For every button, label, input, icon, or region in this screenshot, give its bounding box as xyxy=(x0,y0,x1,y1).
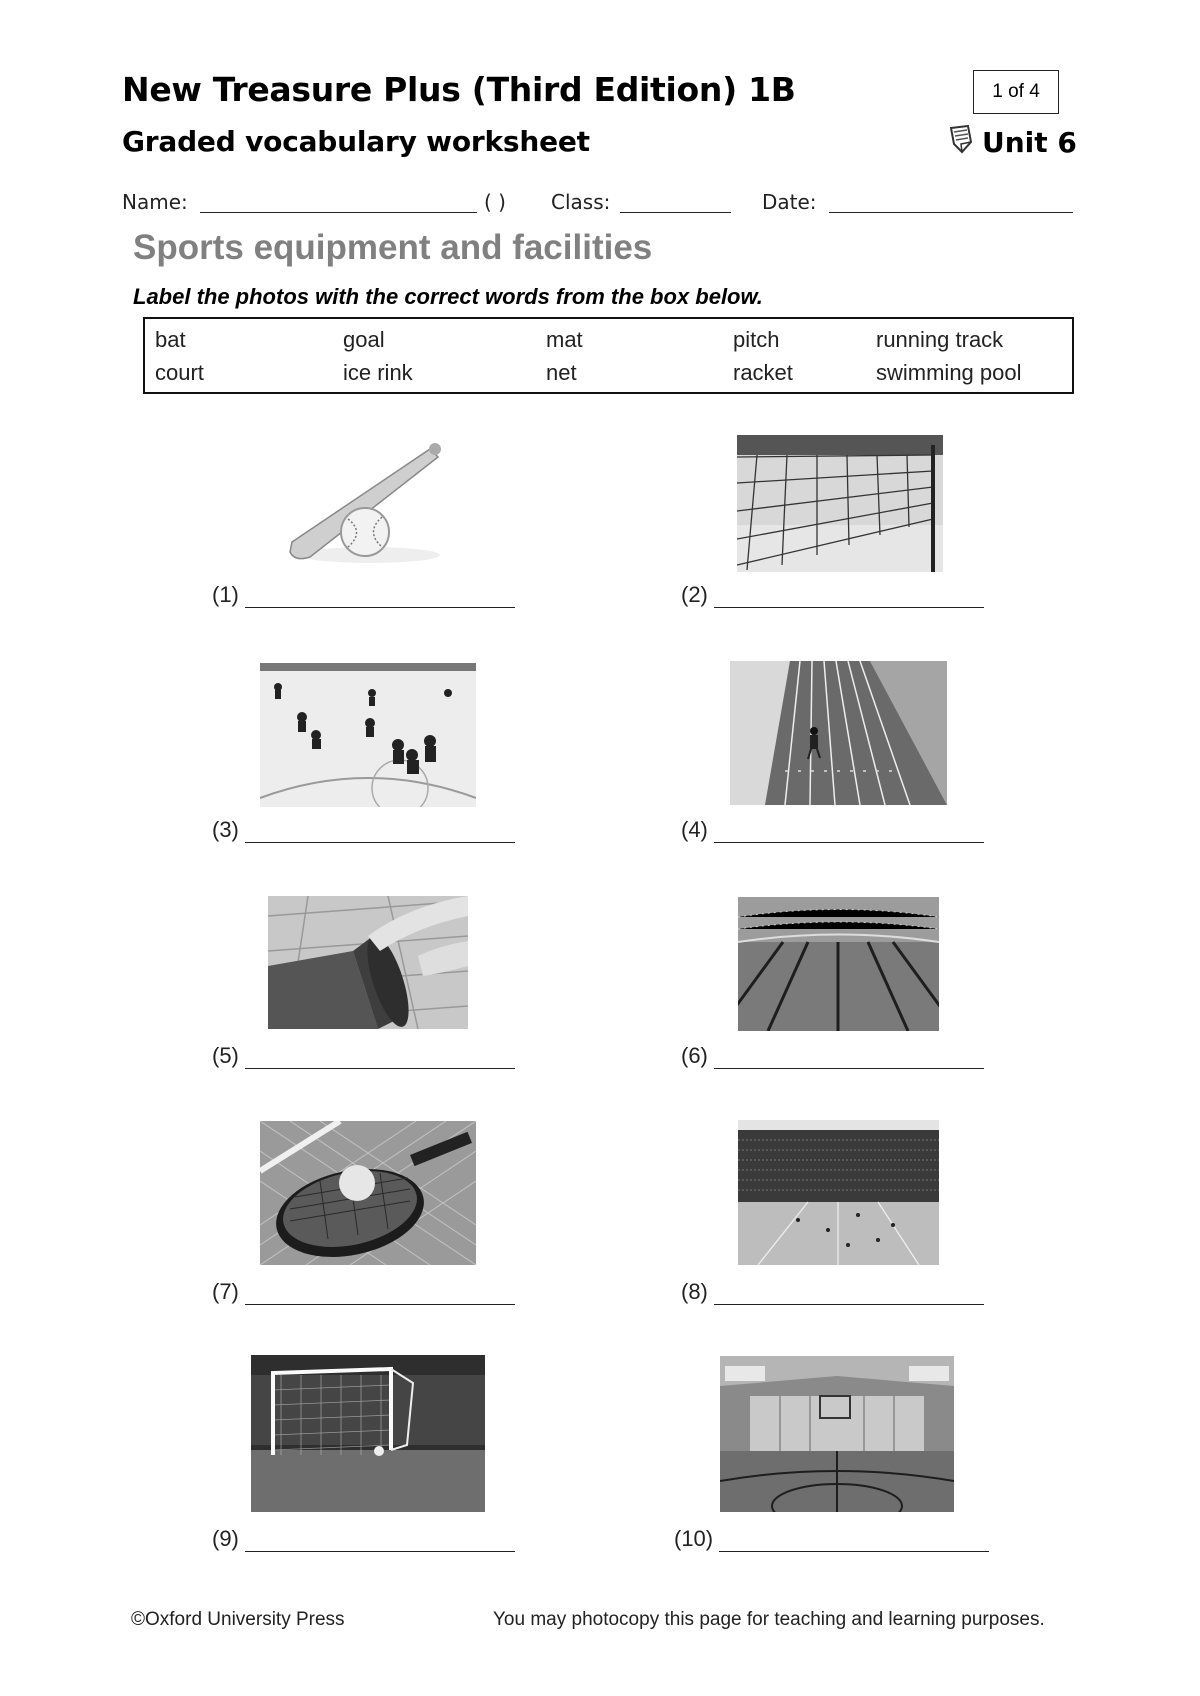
football-pitch-photo xyxy=(738,1120,939,1265)
answer-blank[interactable] xyxy=(714,1283,984,1305)
baseball-bat-photo xyxy=(280,437,455,567)
answer-blank[interactable] xyxy=(245,1047,515,1069)
section-title: Sports equipment and facilities xyxy=(133,228,653,267)
word-mat: mat xyxy=(546,327,583,352)
answer-7[interactable] xyxy=(212,1279,515,1305)
photocopy-notice: You may photocopy this page for teaching and learning purposes. xyxy=(493,1609,1045,1630)
word-court: court xyxy=(155,360,204,385)
answer-blank[interactable] xyxy=(714,821,984,843)
word-bat: bat xyxy=(155,327,186,352)
answer-label: (1) xyxy=(212,582,239,607)
unit-label xyxy=(948,124,1077,161)
page-indicator-text: 1 of 4 xyxy=(992,81,1040,102)
word-box xyxy=(143,317,1074,394)
answer-9[interactable] xyxy=(212,1526,515,1552)
word-net: net xyxy=(546,360,577,385)
name-label: Name: xyxy=(122,190,188,214)
answer-label: (8) xyxy=(681,1279,708,1304)
answer-8[interactable] xyxy=(681,1279,984,1305)
word-running-track: running track xyxy=(876,327,1004,352)
answer-label: (2) xyxy=(681,582,708,607)
answer-1[interactable] xyxy=(212,582,515,608)
answer-5[interactable] xyxy=(212,1043,515,1069)
word-racket: racket xyxy=(733,360,793,385)
running-track-photo xyxy=(730,661,947,805)
yoga-mat-photo xyxy=(268,896,468,1029)
book-title: New Treasure Plus (Third Edition) 1B xyxy=(122,70,796,109)
answer-label: (4) xyxy=(681,817,708,842)
football-goal-photo xyxy=(251,1355,485,1512)
answer-blank[interactable] xyxy=(245,1530,515,1552)
date-field[interactable] xyxy=(829,212,1073,213)
answer-blank[interactable] xyxy=(714,586,984,608)
worksheet-title: Graded vocabulary worksheet xyxy=(122,125,590,158)
answer-label: (3) xyxy=(212,817,239,842)
answer-label: (10) xyxy=(674,1526,714,1551)
class-number-field[interactable]: ( ) xyxy=(484,190,506,214)
instruction: Label the photos with the correct words from the box below. xyxy=(133,284,763,309)
answer-6[interactable] xyxy=(681,1043,984,1069)
ice-hockey-rink-photo xyxy=(260,663,476,807)
answer-blank[interactable] xyxy=(719,1530,989,1552)
swimming-pool-photo xyxy=(738,897,939,1031)
answer-blank[interactable] xyxy=(245,586,515,608)
class-label: Class: xyxy=(551,190,611,214)
page-indicator xyxy=(973,70,1059,114)
answer-2[interactable] xyxy=(681,582,984,608)
class-field[interactable] xyxy=(620,212,731,213)
word-ice-rink: ice rink xyxy=(343,360,413,385)
answer-10[interactable] xyxy=(674,1526,989,1552)
answer-blank[interactable] xyxy=(245,821,515,843)
answer-blank[interactable] xyxy=(245,1283,515,1305)
answer-label: (6) xyxy=(681,1043,708,1068)
tennis-racket-photo xyxy=(260,1121,476,1265)
answer-3[interactable] xyxy=(212,817,515,843)
volleyball-net-photo xyxy=(737,435,943,572)
word-swimming-pool: swimming pool xyxy=(876,360,1022,385)
answer-label: (9) xyxy=(212,1526,239,1551)
word-pitch: pitch xyxy=(733,327,780,352)
answer-label: (7) xyxy=(212,1279,239,1304)
answer-blank[interactable] xyxy=(714,1047,984,1069)
word-goal: goal xyxy=(343,327,385,352)
basketball-court-photo xyxy=(720,1356,954,1512)
name-field[interactable] xyxy=(200,212,477,213)
answer-label: (5) xyxy=(212,1043,239,1068)
pencil-book-icon xyxy=(948,124,974,161)
date-label: Date: xyxy=(762,190,817,214)
copyright: ©Oxford University Press xyxy=(131,1609,345,1630)
unit-text: Unit 6 xyxy=(982,126,1077,159)
answer-4[interactable] xyxy=(681,817,984,843)
